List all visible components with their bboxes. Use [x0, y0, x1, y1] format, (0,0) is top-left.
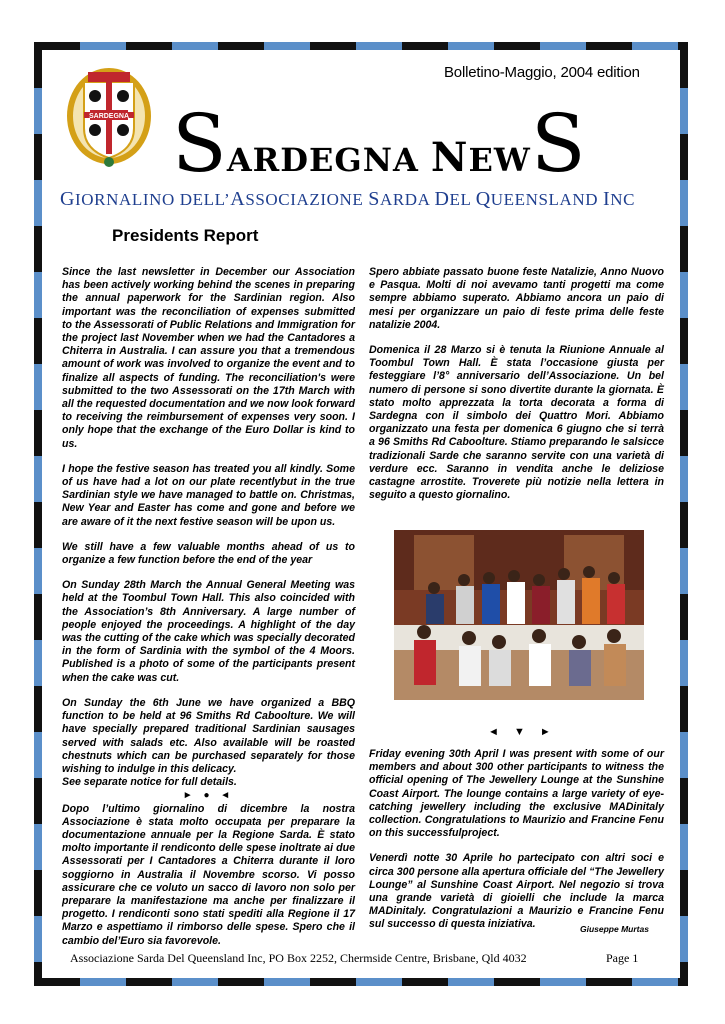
- subtitle-part: S: [368, 188, 380, 210]
- title-letter: S: [530, 97, 586, 190]
- subtitle-part: UEENSLAND: [490, 190, 603, 209]
- border-left: [34, 42, 42, 986]
- subtitle-part: G: [60, 188, 76, 210]
- signature: Giuseppe Murtas: [580, 924, 649, 934]
- title-letter: S: [172, 97, 227, 190]
- paragraph: On Sunday the 6th June we have organized a BBQ function to be held at 96 Smiths Rd Caboolture. We will have specially prepared traditional Sardinian sausages served with salads etc. Also available will be roasted chestnuts which can be purchased separately for those wishing to indulge in this delicacy.: [62, 696, 355, 775]
- page-number: Page 1: [606, 951, 639, 965]
- footer-address: Associazione Sarda Del Queensland Inc, PO Box 2252, Chermside Centre, Brisbane, Qld 4032: [70, 951, 527, 965]
- subtitle-part: I: [602, 188, 611, 210]
- subtitle: [60, 188, 660, 211]
- right-column-top: [369, 266, 664, 514]
- paragraph: Since the last newsletter in December our Association has been actively working behind the scenes in preparing the annual paperwork for the Sardinian region. Also important was the reconciliation of expenses submitted to the Assessorati of Public Relations and Immigration for the project last November when we had the Cantadores a Chiterra in Australia. I can assure you that a tremendous amount of work was involved to organize the event and to finalize all aspects of funding. The reconciliation's were submitted to the two Assessorati on the 17th March with all the requested documentation and we now look forward to receiving the reimbursement of expenses very soon. I only hope that the exchange of the Euro Dollar is kind to us.: [62, 266, 355, 450]
- border-right: [680, 42, 688, 986]
- title-letter: N: [430, 134, 469, 181]
- subtitle-part: A: [230, 188, 246, 210]
- separator-ornament: ◄ ▼ ►: [488, 726, 557, 738]
- section-title: Presidents Report: [112, 226, 259, 245]
- subtitle-part: D: [434, 188, 450, 210]
- edition-label: Bolletino-Maggio, 2004 edition: [444, 64, 640, 81]
- title-part: EW: [468, 141, 531, 179]
- border-bottom: [34, 978, 688, 986]
- subtitle-part: ’: [224, 190, 231, 209]
- left-column: [62, 266, 355, 960]
- sardegna-crest-logo: [62, 64, 157, 169]
- masthead-title: [172, 97, 652, 190]
- subtitle-part: Q: [475, 188, 491, 210]
- group-photo: [394, 530, 644, 700]
- subtitle-part: IORNALINO DELL: [75, 190, 224, 209]
- paragraph: Friday evening 30th April I was present with some of our members and about 300 other participants to witness the official opening of The Jewellery Lounge at the Sunshine Coast Airport. The lounge contains a large variety of eye-catching jewellery including the exclusive MADinitaly collection. Congratulations to Maurizio and Francine Fenu on this successfulproject.: [369, 748, 664, 840]
- paragraph: Domenica il 28 Marzo si è tenuta la Riunione Annuale al Toombul Town Hall. È stata l’occasione giusta per festeggiare l’8° anniversario dell’Associazione. Un bel numero di persone si sono divertite durante la giornata. È stato molto apprezzata la torta decorata a forma di Sardegna con il simbolo dei Quattro Mori. Abbiamo organizzato una festa per domenica 6 giugno che si terrà a 96 Smiths Rd Caboolture. Stiamo preparando le salsicce tradizionali Sarde che saranno servite con una varietà di verdure ecc. Saranno in vendita anche le deliziose castagne arrostite. Troverete più notizie nella lettera in seguito a questo giornalino.: [369, 344, 664, 502]
- subtitle-part: ARDA: [379, 190, 435, 209]
- crest-text: SARDEGNA: [88, 113, 130, 120]
- subtitle-part: NC: [610, 190, 636, 209]
- right-column-bottom: [369, 748, 664, 932]
- border-top: [34, 42, 688, 50]
- separator-ornament: ► ● ◄: [182, 790, 235, 802]
- subtitle-part: EL: [449, 190, 476, 209]
- paragraph: Dopo l’ultimo giornalino di dicembre la nostra Associazione è stata molto occupata per preparare la documentazione annuale per la Regione Sarda. È stato molto importante il rendiconto delle spese inoltrate ai due Assessorati per I Cantadores a Chiterra durante il loro soggiorno in Australia il Novembre scorso. Vi posso assicurare che ce voluto un sacco di lavoro non solo per preparare la manifestazione ma anche per finalizzare il progetto. I rendiconti sono stati spediti alla Regione il 17 Marzo e aspettiamo il rimborso delle spese. Spero che il cambio del’Euro sia favorevole.: [62, 802, 355, 947]
- paragraph: We still have a few valuable months ahead of us to organize a few function before the end of the year: [62, 540, 355, 567]
- paragraph: Spero abbiate passato buone feste Natalizie, Anno Nuovo e Pasqua. Molti di noi avevamo tanti progetti ma come sempre abbiamo superato. Abbiamo ancora un paio di mesi per organizzare un paio di feste prima delle feste natalizie 2004.: [369, 266, 664, 331]
- paragraph: Venerdì notte 30 Aprile ho partecipato con altri soci e circa 300 persone alla apertura officiale del “The Jewellery Lounge” al Sunshine Coast Airport. Nel negozio si trova una grande varietà di gioielli che include la marca MADinitaly. Congratulazioni a Maurizio e Francine Fenu sul successo di questa iniziativa.: [369, 852, 664, 931]
- subtitle-part: SSOCIAZIONE: [245, 190, 369, 209]
- paragraph: I hope the festive season has treated you all kindly. Some of us have had a lot on our plate recentlybut in the true Sardinian style we have managed to battle on. Christmas, New Year and Easter has come and gone and before we are aware of it the next festive season will be upon us.: [62, 462, 355, 528]
- paragraph: On Sunday 28th March the Annual General Meeting was held at the Toombul Town Hall. This also coincided with the Association’s 8th Anniversary. A large number of people enjoyed the proceedings. A highlight of the day was the cutting of the cake which was specially decorated in the form of Sardinia with the symbol of the 4 Moors. Published is a photo of some of the participants present when the cake was cut.: [62, 579, 355, 684]
- title-part: ARDEGNA: [226, 141, 431, 179]
- paragraph: See separate notice for full details.: [62, 776, 237, 789]
